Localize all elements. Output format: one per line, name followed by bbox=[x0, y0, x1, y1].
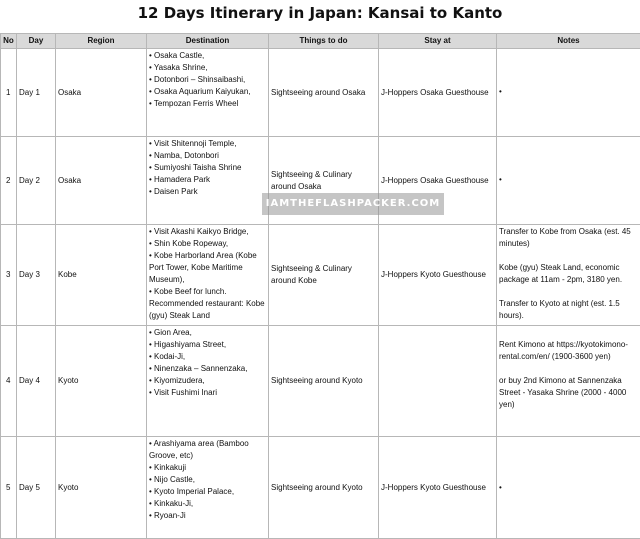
cell-region: Osaka bbox=[56, 49, 147, 137]
destination-item: • Hamadera Park bbox=[149, 174, 266, 186]
cell-region: Kyoto bbox=[56, 326, 147, 437]
destination-item: • Kiyomizudera, bbox=[149, 375, 266, 387]
cell-destination bbox=[147, 49, 269, 137]
cell-region: Kobe bbox=[56, 225, 147, 326]
destination-item: • Namba, Dotonbori bbox=[149, 150, 266, 162]
page-title: 12 Days Itinerary in Japan: Kansai to Kanto bbox=[0, 0, 640, 26]
destination-item: • Gion Area, bbox=[149, 327, 266, 339]
itinerary-table bbox=[0, 33, 640, 539]
cell-notes bbox=[497, 326, 640, 437]
cell-no: 1 bbox=[1, 49, 17, 137]
destination-item: • Yasaka Shrine, bbox=[149, 62, 266, 74]
col-header-destination: Destination bbox=[147, 34, 269, 49]
cell-no: 5 bbox=[1, 437, 17, 539]
destination-item: • Osaka Castle, bbox=[149, 50, 266, 62]
cell-destination bbox=[147, 225, 269, 326]
col-header-no: No bbox=[1, 34, 17, 49]
cell-stay-at: J-Hoppers Kyoto Guesthouse bbox=[379, 225, 497, 326]
destination-item: • Kobe Harborland Area (Kobe Port Tower, Kobe Maritime Museum), bbox=[149, 250, 266, 286]
destination-item: • Higashiyama Street, bbox=[149, 339, 266, 351]
destination-item: • Kyoto Imperial Palace, bbox=[149, 486, 266, 498]
destination-item: • Kodai-Ji, bbox=[149, 351, 266, 363]
destination-item: • Osaka Aquarium Kaiyukan, bbox=[149, 86, 266, 98]
cell-stay-at: J-Hoppers Kyoto Guesthouse bbox=[379, 437, 497, 539]
destination-item: • Ryoan-Ji bbox=[149, 510, 266, 522]
cell-stay-at: J-Hoppers Osaka Guesthouse bbox=[379, 49, 497, 137]
notes-line: Rent Kimono at https://kyotokimono-rental.com/en/ (1900-3600 yen) bbox=[499, 339, 638, 363]
cell-stay-at bbox=[379, 326, 497, 437]
destination-item: • Tempozan Ferris Wheel bbox=[149, 98, 266, 110]
destination-item: • Arashiyama area (Bamboo Groove, etc) bbox=[149, 438, 266, 462]
cell-destination bbox=[147, 137, 269, 225]
cell-day: Day 4 bbox=[17, 326, 56, 437]
cell-things-to-do: Sightseeing around Kyoto bbox=[269, 326, 379, 437]
cell-notes bbox=[497, 437, 640, 539]
destination-item: • Visit Fushimi Inari bbox=[149, 387, 266, 399]
destination-item: • Dotonbori – Shinsaibashi, bbox=[149, 74, 266, 86]
cell-destination bbox=[147, 437, 269, 539]
cell-stay-at: J-Hoppers Osaka Guesthouse bbox=[379, 137, 497, 225]
watermark-label: IAMTHEFLASHPACKER.COM bbox=[262, 193, 444, 215]
cell-destination bbox=[147, 326, 269, 437]
header-row bbox=[1, 34, 640, 49]
col-header-day: Day bbox=[17, 34, 56, 49]
cell-things-to-do: Sightseeing & Culinary around Kobe bbox=[269, 225, 379, 326]
cell-notes bbox=[497, 225, 640, 326]
col-header-notes: Notes bbox=[497, 34, 640, 49]
cell-region: Osaka bbox=[56, 137, 147, 225]
cell-day: Day 3 bbox=[17, 225, 56, 326]
table-row bbox=[1, 225, 640, 326]
cell-no: 3 bbox=[1, 225, 17, 326]
col-header-region: Region bbox=[56, 34, 147, 49]
cell-things-to-do: Sightseeing around Osaka bbox=[269, 49, 379, 137]
destination-item: • Visit Akashi Kaikyo Bridge, bbox=[149, 226, 266, 238]
notes-line: Transfer to Kyoto at night (est. 1.5 hours). bbox=[499, 298, 638, 322]
destination-item: • Ninenzaka – Sannenzaka, bbox=[149, 363, 266, 375]
table-row bbox=[1, 326, 640, 437]
cell-things-to-do: Sightseeing & Culinary around Osaka bbox=[269, 137, 379, 225]
destination-item: • Kobe Beef for lunch. Recommended restaurant: Kobe (gyu) Steak Land bbox=[149, 286, 266, 322]
cell-notes bbox=[497, 137, 640, 225]
col-header-things-to-do: Things to do bbox=[269, 34, 379, 49]
notes-line: Transfer to Kobe from Osaka (est. 45 minutes) bbox=[499, 226, 638, 250]
destination-item: • Daisen Park bbox=[149, 186, 266, 198]
cell-region: Kyoto bbox=[56, 437, 147, 539]
cell-day: Day 1 bbox=[17, 49, 56, 137]
table-row bbox=[1, 49, 640, 137]
destination-item: • Visit Shitennoji Temple, bbox=[149, 138, 266, 150]
notes-line: • bbox=[499, 482, 638, 494]
destination-item: • Kinkaku-Ji, bbox=[149, 498, 266, 510]
destination-item: • Kinkakuji bbox=[149, 462, 266, 474]
cell-day: Day 5 bbox=[17, 437, 56, 539]
destination-item: • Shin Kobe Ropeway, bbox=[149, 238, 266, 250]
cell-day: Day 2 bbox=[17, 137, 56, 225]
cell-notes bbox=[497, 49, 640, 137]
destination-item: • Nijo Castle, bbox=[149, 474, 266, 486]
col-header-stay-at: Stay at bbox=[379, 34, 497, 49]
notes-line: Kobe (gyu) Steak Land, economic package at 11am - 2pm, 3180 yen. bbox=[499, 262, 638, 286]
cell-no: 4 bbox=[1, 326, 17, 437]
table-row bbox=[1, 437, 640, 539]
notes-line: • bbox=[499, 86, 638, 98]
notes-line: • bbox=[499, 174, 638, 186]
cell-things-to-do: Sightseeing around Kyoto bbox=[269, 437, 379, 539]
notes-line: or buy 2nd Kimono at Sannenzaka Street - Yasaka Shrine (2000 - 4000 yen) bbox=[499, 375, 638, 411]
cell-no: 2 bbox=[1, 137, 17, 225]
destination-item: • Sumiyoshi Taisha Shrine bbox=[149, 162, 266, 174]
